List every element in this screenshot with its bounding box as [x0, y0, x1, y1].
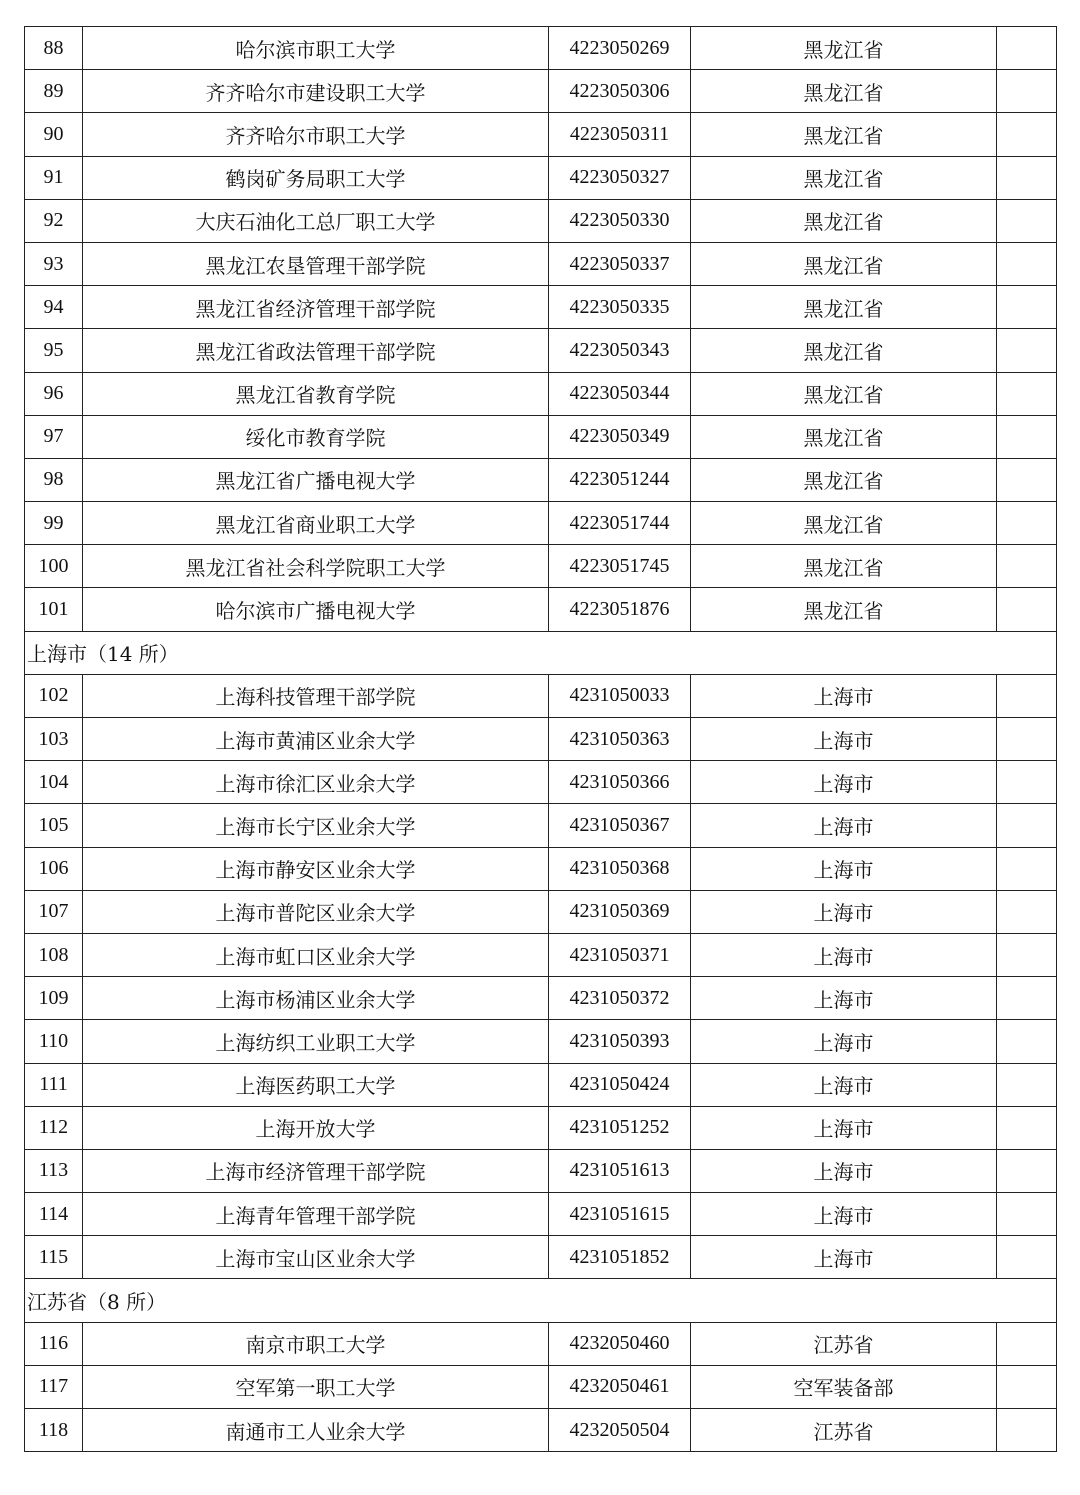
table-row — [25, 372, 1057, 415]
region-cell: 黑龙江省 — [691, 70, 997, 113]
institution-code-cell: 4231050393 — [549, 1020, 691, 1063]
table-row — [25, 1020, 1057, 1063]
table-row — [25, 286, 1057, 329]
table-row — [25, 415, 1057, 458]
note-cell — [997, 1106, 1057, 1149]
note-cell — [997, 1020, 1057, 1063]
institution-code-cell: 4231051252 — [549, 1106, 691, 1149]
note-cell — [997, 977, 1057, 1020]
institution-name-cell: 上海科技管理干部学院 — [83, 674, 549, 717]
serial-number-cell: 88 — [25, 27, 83, 70]
serial-number-cell: 112 — [25, 1106, 83, 1149]
note-cell — [997, 1236, 1057, 1279]
table-row — [25, 1409, 1057, 1452]
table-row — [25, 1365, 1057, 1408]
institution-name-cell: 上海市黄浦区业余大学 — [83, 718, 549, 761]
table-row — [25, 329, 1057, 372]
region-cell: 江苏省 — [691, 1322, 997, 1365]
serial-number-cell: 111 — [25, 1063, 83, 1106]
serial-number-cell: 113 — [25, 1149, 83, 1192]
institution-name-cell: 上海市杨浦区业余大学 — [83, 977, 549, 1020]
institution-code-cell: 4231050372 — [549, 977, 691, 1020]
region-cell: 黑龙江省 — [691, 458, 997, 501]
note-cell — [997, 1149, 1057, 1192]
institution-name-cell: 黑龙江农垦管理干部学院 — [83, 242, 549, 285]
institution-code-cell: 4223050344 — [549, 372, 691, 415]
table-row — [25, 890, 1057, 933]
region-cell: 上海市 — [691, 1106, 997, 1149]
note-cell — [997, 804, 1057, 847]
institution-name-cell: 上海市经济管理干部学院 — [83, 1149, 549, 1192]
institution-name-cell: 绥化市教育学院 — [83, 415, 549, 458]
institution-name-cell: 哈尔滨市广播电视大学 — [83, 588, 549, 631]
region-cell: 黑龙江省 — [691, 27, 997, 70]
institution-code-cell: 4223050327 — [549, 156, 691, 199]
institution-name-cell: 黑龙江省社会科学院职工大学 — [83, 545, 549, 588]
table-row — [25, 199, 1057, 242]
note-cell — [997, 1322, 1057, 1365]
institution-code-cell: 4223050311 — [549, 113, 691, 156]
table-row — [25, 1236, 1057, 1279]
institution-name-cell: 齐齐哈尔市职工大学 — [83, 113, 549, 156]
table-row — [25, 1149, 1057, 1192]
institution-name-cell: 齐齐哈尔市建设职工大学 — [83, 70, 549, 113]
note-cell — [997, 1063, 1057, 1106]
table-row — [25, 242, 1057, 285]
table-row — [25, 502, 1057, 545]
serial-number-cell: 110 — [25, 1020, 83, 1063]
institution-name-cell: 黑龙江省教育学院 — [83, 372, 549, 415]
table-row — [25, 977, 1057, 1020]
region-cell: 空军装备部 — [691, 1365, 997, 1408]
note-cell — [997, 415, 1057, 458]
serial-number-cell: 114 — [25, 1193, 83, 1236]
table-row — [25, 545, 1057, 588]
note-cell — [997, 1193, 1057, 1236]
institution-name-cell: 黑龙江省商业职工大学 — [83, 502, 549, 545]
note-cell — [997, 502, 1057, 545]
region-cell: 黑龙江省 — [691, 113, 997, 156]
serial-number-cell: 97 — [25, 415, 83, 458]
region-cell: 黑龙江省 — [691, 286, 997, 329]
institution-name-cell: 上海市普陀区业余大学 — [83, 890, 549, 933]
region-cell: 黑龙江省 — [691, 156, 997, 199]
serial-number-cell: 100 — [25, 545, 83, 588]
table-row — [25, 718, 1057, 761]
region-cell: 上海市 — [691, 1149, 997, 1192]
institution-table-body — [25, 27, 1057, 1452]
note-cell — [997, 286, 1057, 329]
institution-name-cell: 上海青年管理干部学院 — [83, 1193, 549, 1236]
table-row — [25, 674, 1057, 717]
serial-number-cell: 89 — [25, 70, 83, 113]
serial-number-cell: 91 — [25, 156, 83, 199]
note-cell — [997, 545, 1057, 588]
table-row — [25, 588, 1057, 631]
region-cell: 上海市 — [691, 674, 997, 717]
serial-number-cell: 108 — [25, 933, 83, 976]
institution-code-cell: 4223050349 — [549, 415, 691, 458]
note-cell — [997, 113, 1057, 156]
region-cell: 上海市 — [691, 761, 997, 804]
note-cell — [997, 847, 1057, 890]
institution-code-cell: 4223051745 — [549, 545, 691, 588]
table-row — [25, 70, 1057, 113]
section-heading-row — [25, 1279, 1057, 1322]
institution-code-cell: 4231051613 — [549, 1149, 691, 1192]
region-cell: 上海市 — [691, 804, 997, 847]
serial-number-cell: 95 — [25, 329, 83, 372]
table-row — [25, 1063, 1057, 1106]
serial-number-cell: 109 — [25, 977, 83, 1020]
institution-name-cell: 上海市宝山区业余大学 — [83, 1236, 549, 1279]
region-cell: 黑龙江省 — [691, 588, 997, 631]
institution-name-cell: 哈尔滨市职工大学 — [83, 27, 549, 70]
region-cell: 黑龙江省 — [691, 545, 997, 588]
note-cell — [997, 1409, 1057, 1452]
institution-code-cell: 4231050424 — [549, 1063, 691, 1106]
institution-code-cell: 4232050461 — [549, 1365, 691, 1408]
note-cell — [997, 27, 1057, 70]
institution-code-cell: 4223051876 — [549, 588, 691, 631]
institution-table — [24, 26, 1057, 1452]
note-cell — [997, 70, 1057, 113]
table-row — [25, 113, 1057, 156]
serial-number-cell: 92 — [25, 199, 83, 242]
institution-name-cell: 南通市工人业余大学 — [83, 1409, 549, 1452]
serial-number-cell: 104 — [25, 761, 83, 804]
note-cell — [997, 372, 1057, 415]
serial-number-cell: 101 — [25, 588, 83, 631]
serial-number-cell: 118 — [25, 1409, 83, 1452]
institution-code-cell: 4223050343 — [549, 329, 691, 372]
institution-code-cell: 4231050367 — [549, 804, 691, 847]
region-cell: 黑龙江省 — [691, 329, 997, 372]
serial-number-cell: 107 — [25, 890, 83, 933]
institution-name-cell: 上海纺织工业职工大学 — [83, 1020, 549, 1063]
region-cell: 黑龙江省 — [691, 199, 997, 242]
institution-code-cell: 4223051744 — [549, 502, 691, 545]
institution-name-cell: 黑龙江省政法管理干部学院 — [83, 329, 549, 372]
institution-code-cell: 4232050504 — [549, 1409, 691, 1452]
serial-number-cell: 115 — [25, 1236, 83, 1279]
institution-name-cell: 上海开放大学 — [83, 1106, 549, 1149]
table-row — [25, 1322, 1057, 1365]
serial-number-cell: 117 — [25, 1365, 83, 1408]
region-cell: 上海市 — [691, 1063, 997, 1106]
serial-number-cell: 90 — [25, 113, 83, 156]
region-cell: 上海市 — [691, 1193, 997, 1236]
section-heading: 上海市（14 所） — [25, 631, 1057, 674]
serial-number-cell: 103 — [25, 718, 83, 761]
region-cell: 黑龙江省 — [691, 372, 997, 415]
table-row — [25, 458, 1057, 501]
institution-name-cell: 黑龙江省广播电视大学 — [83, 458, 549, 501]
note-cell — [997, 890, 1057, 933]
serial-number-cell: 106 — [25, 847, 83, 890]
table-row — [25, 27, 1057, 70]
region-cell: 黑龙江省 — [691, 502, 997, 545]
table-row — [25, 933, 1057, 976]
region-cell: 上海市 — [691, 1020, 997, 1063]
note-cell — [997, 199, 1057, 242]
institution-code-cell: 4231050368 — [549, 847, 691, 890]
note-cell — [997, 674, 1057, 717]
note-cell — [997, 1365, 1057, 1408]
serial-number-cell: 96 — [25, 372, 83, 415]
institution-name-cell: 南京市职工大学 — [83, 1322, 549, 1365]
table-row — [25, 156, 1057, 199]
serial-number-cell: 105 — [25, 804, 83, 847]
institution-code-cell: 4231051852 — [549, 1236, 691, 1279]
serial-number-cell: 102 — [25, 674, 83, 717]
note-cell — [997, 242, 1057, 285]
region-cell: 上海市 — [691, 977, 997, 1020]
note-cell — [997, 156, 1057, 199]
region-cell: 上海市 — [691, 1236, 997, 1279]
institution-name-cell: 上海市长宁区业余大学 — [83, 804, 549, 847]
institution-code-cell: 4231050033 — [549, 674, 691, 717]
note-cell — [997, 933, 1057, 976]
table-row — [25, 804, 1057, 847]
institution-code-cell: 4223050337 — [549, 242, 691, 285]
institution-name-cell: 上海市徐汇区业余大学 — [83, 761, 549, 804]
serial-number-cell: 93 — [25, 242, 83, 285]
institution-name-cell: 空军第一职工大学 — [83, 1365, 549, 1408]
region-cell: 黑龙江省 — [691, 242, 997, 285]
note-cell — [997, 718, 1057, 761]
region-cell: 上海市 — [691, 933, 997, 976]
institution-code-cell: 4231050366 — [549, 761, 691, 804]
region-cell: 上海市 — [691, 890, 997, 933]
table-row — [25, 847, 1057, 890]
serial-number-cell: 98 — [25, 458, 83, 501]
serial-number-cell: 116 — [25, 1322, 83, 1365]
institution-code-cell: 4223050330 — [549, 199, 691, 242]
note-cell — [997, 761, 1057, 804]
institution-code-cell: 4223050269 — [549, 27, 691, 70]
institution-code-cell: 4223050335 — [549, 286, 691, 329]
institution-code-cell: 4231050363 — [549, 718, 691, 761]
institution-name-cell: 上海医药职工大学 — [83, 1063, 549, 1106]
institution-name-cell: 黑龙江省经济管理干部学院 — [83, 286, 549, 329]
note-cell — [997, 329, 1057, 372]
institution-code-cell: 4231051615 — [549, 1193, 691, 1236]
institution-name-cell: 上海市静安区业余大学 — [83, 847, 549, 890]
note-cell — [997, 588, 1057, 631]
institution-code-cell: 4231050369 — [549, 890, 691, 933]
institution-name-cell: 大庆石油化工总厂职工大学 — [83, 199, 549, 242]
institution-code-cell: 4223050306 — [549, 70, 691, 113]
institution-code-cell: 4232050460 — [549, 1322, 691, 1365]
institution-code-cell: 4223051244 — [549, 458, 691, 501]
serial-number-cell: 99 — [25, 502, 83, 545]
region-cell: 上海市 — [691, 847, 997, 890]
section-heading-row — [25, 631, 1057, 674]
region-cell: 黑龙江省 — [691, 415, 997, 458]
serial-number-cell: 94 — [25, 286, 83, 329]
section-heading: 江苏省（8 所） — [25, 1279, 1057, 1322]
institution-code-cell: 4231050371 — [549, 933, 691, 976]
table-row — [25, 1193, 1057, 1236]
note-cell — [997, 458, 1057, 501]
institution-name-cell: 上海市虹口区业余大学 — [83, 933, 549, 976]
region-cell: 江苏省 — [691, 1409, 997, 1452]
region-cell: 上海市 — [691, 718, 997, 761]
table-row — [25, 1106, 1057, 1149]
table-row — [25, 761, 1057, 804]
institution-name-cell: 鹤岗矿务局职工大学 — [83, 156, 549, 199]
